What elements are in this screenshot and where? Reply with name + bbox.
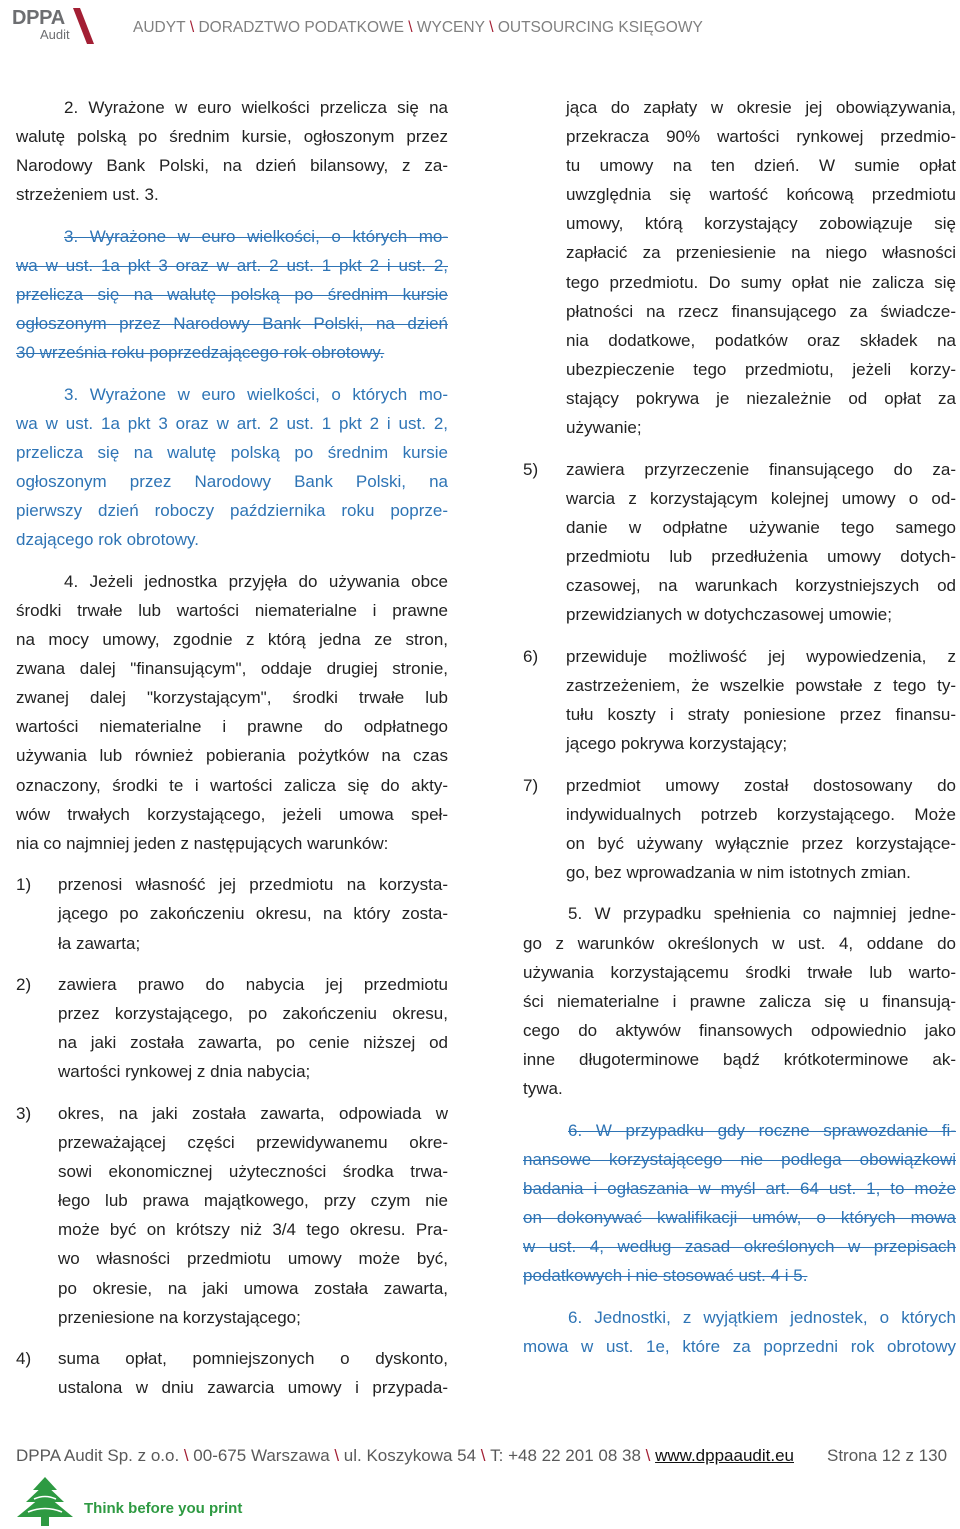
text-line: jącego po zakończeniu okresu, na który zosta-	[58, 904, 448, 924]
phone-number: T: +48 22 201 08 38	[490, 1446, 641, 1465]
text-line: suma opłat, pomniejszonych o dyskonto,	[58, 1349, 448, 1369]
text-line: płatności na rzecz finansującego za świadcze-	[566, 301, 956, 321]
page-number: Strona 12 z 130	[827, 1446, 948, 1465]
paragraph	[16, 93, 448, 209]
text-line: przeniesione na korzystającego;	[58, 1307, 301, 1327]
text-line: 3. Wyrażone w euro wielkości, o których mo-	[64, 226, 448, 246]
text-line: przekracza 90% wartości rynkowej przedmio-	[566, 127, 956, 147]
text-line: ści niematerialne i prawne zalicza się u finansują-	[523, 991, 956, 1011]
text-line: zwanej dalej "korzystającym", środki trwałe lub	[16, 688, 448, 708]
text-line: zawiera prawo do nabycia jej przedmiotu	[58, 975, 448, 995]
text-line: w ust. 4, według zasad określonych w przepisach	[523, 1236, 956, 1256]
text-line: cego do aktywów finansowych odpowiednio jako	[523, 1020, 956, 1040]
text-line: 5. W przypadku spełnienia co najmniej jedne-	[568, 904, 956, 924]
text-line: przedmiotu lub przedłużenia umowy dotych-	[566, 546, 956, 566]
text-line: środki trwałe lub wartości niematerialne i prawne	[16, 601, 448, 620]
text-line: na jaki została zawarta, po cenie niższej od	[58, 1033, 448, 1053]
text-line: przelicza się na walutę polską po średnim kursie	[16, 443, 448, 463]
right-column	[523, 93, 956, 1373]
text-line: warcia z korzystającym kolejnej umowy o od-	[566, 488, 956, 508]
text-line: jąca do zapłaty w okresie jej obowiązywania,	[566, 98, 956, 117]
list-number: 1)	[16, 875, 32, 895]
company-name: DPPA Audit Sp. z o.o.	[16, 1446, 180, 1465]
logo-sub-text: Audit	[40, 27, 70, 42]
text-line: badania i ogłaszania w myśl art. 64 ust. 1, to może	[523, 1178, 956, 1198]
paragraph	[523, 1303, 956, 1361]
text-line: ła zawarta;	[58, 933, 141, 953]
text-line: okres, na jaki została zawarta, odpowiada w	[58, 1104, 448, 1123]
text-line: oznaczony, środki te i wartości zalicza się do akty-	[16, 775, 448, 795]
text-line: umowy, którą korzystający zobowiązuje się	[566, 214, 956, 234]
text-line: inne długoterminowe bądź krótkoterminowe ak-	[523, 1049, 956, 1069]
text-line: tywa.	[523, 1079, 563, 1098]
text-line: wo własności przedmiotu umowy może być,	[58, 1249, 448, 1269]
text-line: używania lub również pobierania pożytków na czas	[16, 746, 448, 766]
text-line: go z warunków określonych w ust. 4, oddane do	[523, 933, 956, 953]
separator: \	[183, 1446, 189, 1465]
text-line: łego lub prawa majątkowego, przy czym nie	[58, 1191, 448, 1211]
text-line: przewidzianych w dotychczasowej umowie;	[566, 605, 892, 625]
text-line: zwana dalej "finansującym", oddaje drugiej stronie,	[16, 659, 448, 679]
list-number: 7)	[523, 775, 539, 795]
text-line: 2. Wyrażone w euro wielkości przelicza się na	[64, 98, 448, 117]
text-line: po okresie, na jaki umowa została zawarta,	[58, 1278, 448, 1298]
website-link[interactable]: www.dppaaudit.eu	[655, 1446, 794, 1465]
text-line: ogłoszonym przez Narodowy Bank Polski, na	[16, 472, 448, 492]
text-line: czasowej, na warunkach korzystniejszych od	[566, 576, 956, 595]
text-line: nia dodatkowe, podatków oraz składek na	[566, 330, 956, 350]
text-line: jącego pokrywa korzystający;	[566, 733, 788, 753]
logo	[10, 6, 96, 46]
text-line: wartości niematerialne i prawne do odpłatnego	[16, 717, 448, 737]
text-line: zawiera przyrzeczenie finansującego do za-	[566, 459, 956, 479]
text-line: uwzględnia się wartość końcową przedmiotu	[566, 185, 956, 205]
service-tax-advisory: DORADZTWO PODATKOWE	[198, 19, 404, 36]
list-item	[523, 771, 956, 887]
text-line: przeważającej części przewidywanemu okre-	[58, 1133, 448, 1153]
text-line: on być używany wyłącznie przez korzystające-	[566, 833, 956, 853]
text-line: zapłacić za przeniesienie na niego własności	[566, 243, 956, 263]
separator: \	[645, 1446, 651, 1465]
text-line: przedmiot umowy został dostosowany do	[566, 775, 956, 795]
text-line: może być on krótszy niż 3/4 tego okresu. Pra-	[58, 1220, 448, 1240]
header-services	[133, 17, 703, 39]
text-line: nansowe korzystającego nie podlega obowiązkowi	[523, 1149, 956, 1169]
postal-city: 00-675 Warszawa	[193, 1446, 330, 1465]
footer-contact	[16, 1446, 794, 1466]
logo-main-text: DPPA	[12, 7, 65, 29]
left-column	[16, 93, 448, 1415]
text-line: 6. Jednostki, z wyjątkiem jednostek, o których	[568, 1307, 956, 1327]
separator: \	[408, 19, 413, 36]
text-line: używania korzystającemu środki trwałe lub warto-	[523, 962, 956, 982]
text-line: walutę polską po średnim kursie, ogłoszonym przez	[16, 127, 448, 147]
text-line: indywidualnych potrzeb korzystającego. Może	[566, 804, 956, 824]
text-line: wartości rynkowej z dnia nabycia;	[58, 1062, 311, 1082]
separator: \	[489, 19, 494, 36]
text-line: na mocy umowy, zgodnie z którą jedna ze stron,	[16, 630, 448, 650]
list-item-continuation	[523, 93, 956, 442]
text-line: dzającego rok obrotowy.	[16, 530, 200, 550]
service-valuations: WYCENY	[416, 19, 485, 36]
slogan: Think before you print	[84, 1500, 243, 1517]
text-line: stający pokrywa je niezależnie od opłat za	[566, 388, 956, 408]
text-line: ustalona w dniu zawarcia umowy i przypada-	[58, 1378, 448, 1398]
paragraph	[523, 1116, 956, 1291]
text-line: wa w ust. 1a pkt 3 oraz w art. 2 ust. 1 pkt 2 i ust. 2,	[16, 255, 448, 275]
paragraph	[16, 222, 448, 367]
text-line: on dokonywać kwalifikacji umów, o których mowa	[523, 1207, 956, 1227]
text-line: tu umowy na ten dzień. W sumie opłat	[566, 156, 956, 176]
text-line: nia co najmniej jeden z następujących warunków:	[16, 833, 389, 853]
text-line: przez korzystającego, po zakończeniu okresu,	[58, 1004, 448, 1024]
text-line: podatkowych i nie stosować ust. 4 i 5.	[523, 1266, 808, 1286]
text-line: przewiduje możliwość jej wypowiedzenia, z	[566, 646, 956, 666]
text-line: mowa w ust. 1e, które za poprzedni rok obrotowy	[523, 1336, 956, 1356]
list-number: 4)	[16, 1349, 32, 1369]
text-line: 3. Wyrażone w euro wielkości, o których mo-	[64, 384, 448, 404]
list-item	[16, 870, 448, 957]
text-line: go, bez wprowadzania w nim istotnych zmian.	[566, 862, 911, 882]
text-line: używanie;	[566, 418, 642, 438]
service-outsourcing: OUTSOURCING KSIĘGOWY	[497, 19, 703, 36]
text-line: zastrzeżeniem, że wszelkie powstałe z tego ty-	[566, 675, 956, 695]
text-line: 6. W przypadku gdy roczne sprawozdanie fi-	[568, 1120, 956, 1140]
text-line: wa w ust. 1a pkt 3 oraz w art. 2 ust. 1 pkt 2 i ust. 2,	[16, 413, 448, 433]
paragraph	[16, 567, 448, 858]
list-item	[523, 642, 956, 758]
text-line: tego przedmiotu. Do sumy opłat nie zalicza się	[566, 272, 956, 292]
separator: \	[189, 19, 195, 36]
paragraph	[16, 380, 448, 555]
list-item	[523, 455, 956, 630]
list-item	[16, 1099, 448, 1332]
list-number: 2)	[16, 975, 32, 995]
text-line: danie w odpłatne używanie tego samego	[566, 517, 956, 537]
separator: \	[334, 1446, 340, 1465]
list-item	[16, 1344, 448, 1402]
service-audit: AUDYT	[133, 19, 186, 36]
text-line: strzeżeniem ust. 3.	[16, 185, 159, 205]
separator: \	[480, 1446, 486, 1465]
text-line: przenosi własność jej przedmiotu na korzysta-	[58, 875, 448, 895]
text-line: pierwszy dzień roboczy października roku poprze-	[16, 501, 448, 521]
list-item	[16, 970, 448, 1086]
text-line: 4. Jeżeli jednostka przyjęła do używania obce	[64, 571, 448, 591]
text-line: 30 września roku poprzedzającego rok obrotowy.	[16, 343, 385, 363]
street-address: ul. Koszykowa 54	[343, 1446, 477, 1465]
tree-icon	[12, 1475, 78, 1527]
text-line: ogłoszonym przez Narodowy Bank Polski, na dzień	[16, 314, 448, 334]
list-number: 3)	[16, 1104, 32, 1123]
text-line: sowi ekonomicznej użyteczności środka trwa-	[58, 1162, 448, 1182]
text-line: wów trwałych korzystającego, jeżeli umowa speł-	[16, 804, 448, 824]
list-number: 5)	[523, 459, 539, 479]
text-line: tułu koszty i straty poniesione przez finansu-	[566, 704, 956, 724]
list-number: 6)	[523, 646, 539, 666]
text-line: Narodowy Bank Polski, na dzień bilansowy, z za-	[16, 156, 448, 176]
paragraph	[523, 899, 956, 1103]
text-line: ubezpieczenie tego przedmiotu, jeżeli korzy-	[566, 359, 956, 379]
text-line: przelicza się na walutę polską po średnim kursie	[16, 285, 448, 305]
